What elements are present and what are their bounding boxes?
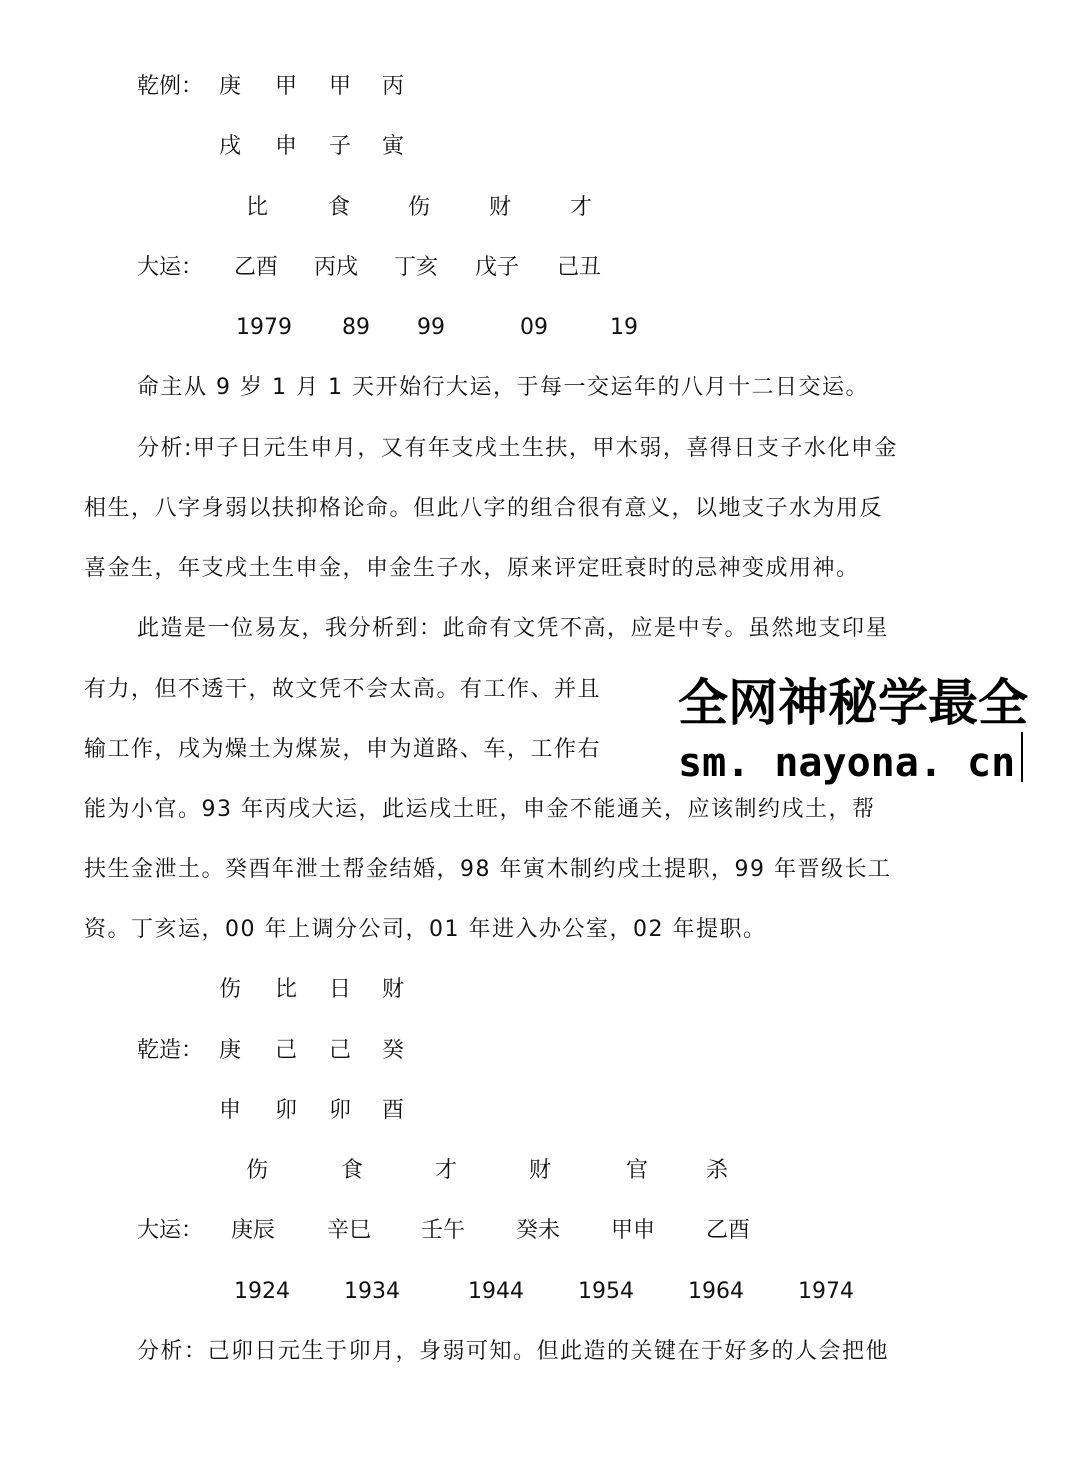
example2-year: 1944 [468, 1279, 524, 1304]
example2-branch: 申 [219, 1098, 242, 1123]
example2-stem: 庚 [219, 1038, 242, 1063]
example2-god: 伤 [246, 1158, 269, 1183]
example1-god: 伤 [408, 195, 431, 220]
example1-dayun: 戊子 [475, 255, 520, 280]
example1-dayun: 乙酉 [234, 255, 279, 280]
example2-label: 乾造： [137, 1038, 204, 1063]
paragraph-line: 喜金生，年支戌土生申金，申金生子水，原来评定旺衰时的忌神变成用神。 [84, 556, 860, 581]
example1-year: 99 [417, 315, 445, 340]
example1-branch: 申 [275, 134, 298, 159]
example1-year: 09 [520, 315, 548, 340]
example2-dayun: 甲申 [611, 1218, 656, 1243]
paragraph-line: 能为小官。93 年丙戌大运，此运戌土旺，申金不能通关，应该制约戌土，帮 [84, 797, 876, 822]
example2-year: 1924 [234, 1279, 290, 1304]
paragraph-line: 有力，但不透干，故文凭不会太高。有工作、并且 [84, 677, 602, 702]
example2-year: 1964 [688, 1279, 744, 1304]
example1-branch: 戌 [219, 134, 242, 159]
example2-god: 食 [341, 1158, 364, 1183]
example2-branch: 卯 [275, 1098, 298, 1123]
example2-branch: 卯 [329, 1098, 352, 1123]
example2-year: 1954 [578, 1279, 634, 1304]
example2-dayun: 癸未 [516, 1218, 561, 1243]
example2-top-god: 日 [329, 977, 352, 1002]
example1-god: 财 [489, 195, 512, 220]
example1-dayun: 丙戌 [314, 255, 359, 280]
example1-stem: 庚 [219, 74, 242, 99]
example2-year: 1934 [344, 1279, 400, 1304]
paragraph-line: 资。丁亥运，00 年上调分公司，01 年进入办公室，02 年提职。 [84, 917, 767, 942]
example1-stem: 丙 [382, 74, 405, 99]
example2-dayun: 庚辰 [231, 1218, 276, 1243]
example2-stem: 癸 [382, 1038, 405, 1063]
paragraph-line: 输工作，戌为燥土为煤炭，申为道路、车，工作右 [84, 737, 602, 762]
example1-dayun-label: 大运： [137, 255, 204, 280]
example1-stem: 甲 [275, 74, 298, 99]
example1-year: 89 [342, 315, 370, 340]
example2-top-god: 财 [382, 977, 405, 1002]
example1-god: 才 [570, 195, 593, 220]
example1-branch: 寅 [382, 134, 405, 159]
example1-year: 19 [610, 315, 638, 340]
paragraph-line: 命主从 9 岁 1 月 1 天开始行大运，于每一交运年的八月十二日交运。 [137, 375, 869, 400]
example1-stem: 甲 [329, 74, 352, 99]
example1-dayun: 己丑 [557, 255, 602, 280]
example2-god: 才 [435, 1158, 458, 1183]
example1-label: 乾例： [137, 74, 204, 99]
example2-dayun: 壬午 [421, 1218, 466, 1243]
paragraph-line: 分析:甲子日元生申月，又有年支戌土生扶，甲木弱，喜得日支子水化申金 [137, 436, 898, 461]
example2-dayun-label: 大运： [137, 1218, 204, 1243]
example2-dayun: 乙酉 [706, 1218, 751, 1243]
example2-top-god: 伤 [219, 977, 242, 1002]
example2-god: 杀 [706, 1158, 729, 1183]
paragraph-line: 此造是一位易友，我分析到：此命有文凭不高，应是中专。虽然地支印星 [137, 616, 890, 641]
example2-top-god: 比 [275, 977, 298, 1002]
paragraph-line: 相生，八字身弱以扶抑格论命。但此八字的组合很有意义，以地支子水为用反 [84, 496, 884, 521]
example2-year: 1974 [798, 1279, 854, 1304]
paragraph-line: 扶生金泄土。癸酉年泄土帮金结婚，98 年寅木制约戌土提职，99 年晋级长工 [84, 857, 892, 882]
watermark-url: sm. nayona. cn [678, 740, 1016, 786]
example2-god: 官 [626, 1158, 649, 1183]
example1-dayun: 丁亥 [394, 255, 439, 280]
watermark-title: 全网神秘学最全 [678, 674, 1028, 732]
example2-dayun: 辛巳 [327, 1218, 372, 1243]
example1-year: 1979 [236, 315, 292, 340]
example2-analysis: 分析：己卯日元生于卯月，身弱可知。但此造的关键在于好多的人会把他 [137, 1339, 890, 1364]
example1-branch: 子 [329, 134, 352, 159]
example2-god: 财 [529, 1158, 552, 1183]
example1-god: 食 [328, 195, 351, 220]
example2-stem: 己 [275, 1038, 298, 1063]
example1-god: 比 [246, 195, 269, 220]
text-cursor [1021, 732, 1023, 782]
example2-branch: 酉 [382, 1098, 405, 1123]
example2-stem: 己 [329, 1038, 352, 1063]
